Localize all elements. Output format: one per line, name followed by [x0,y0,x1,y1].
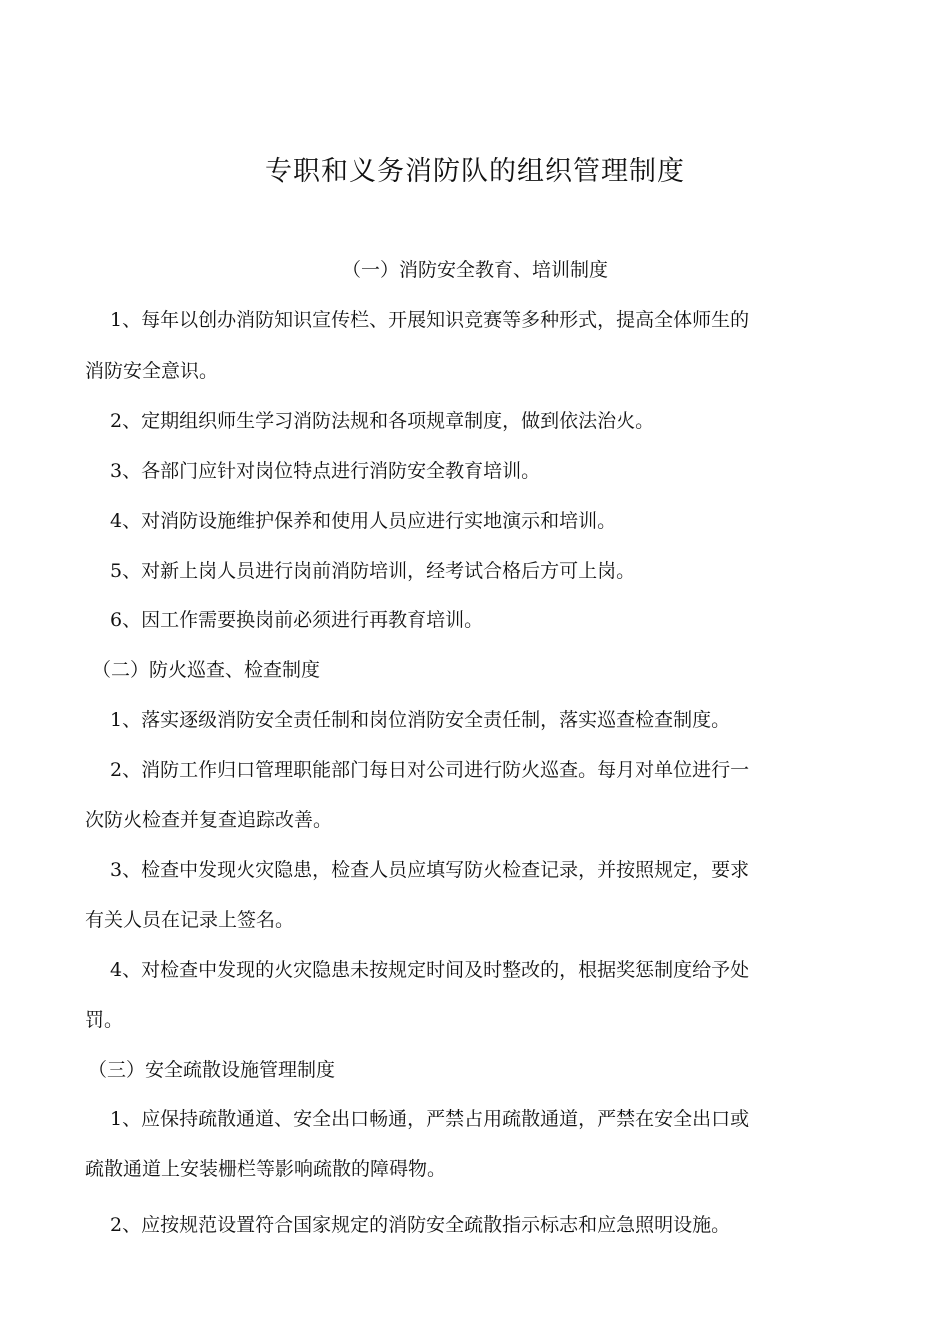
document-title: 专职和义务消防队的组织管理制度 [265,156,685,187]
section-2-item-2-line-1: 2、消防工作归口管理职能部门每日对公司进行防火巡查。每月对单位进行一 [110,759,750,781]
section-3-item-2: 2、应按规范设置符合国家规定的消防安全疏散指示标志和应急照明设施。 [110,1214,731,1236]
section-3-heading: （三）安全疏散设施管理制度 [88,1059,336,1081]
section-2-heading: （二）防火巡查、检查制度 [92,659,321,681]
section-1-item-1-line-1: 1、每年以创办消防知识宣传栏、开展知识竞赛等多种形式，提高全体师生的 [110,309,750,331]
section-2-item-3-line-2: 有关人员在记录上签名。 [85,909,295,931]
section-2-item-3-line-1: 3、检查中发现火灾隐患，检查人员应填写防火检查记录，并按照规定，要求 [110,859,750,881]
section-1-item-2: 2、定期组织师生学习消防法规和各项规章制度，做到依法治火。 [110,410,655,432]
section-1-item-4: 4、对消防设施维护保养和使用人员应进行实地演示和培训。 [110,510,617,532]
section-1-item-5: 5、对新上岗人员进行岗前消防培训，经考试合格后方可上岗。 [110,560,636,582]
section-2-item-4-line-1: 4、对检查中发现的火灾隐患未按规定时间及时整改的，根据奖惩制度给予处 [110,959,750,981]
section-1-item-3: 3、各部门应针对岗位特点进行消防安全教育培训。 [110,460,541,482]
section-2-item-2-line-2: 次防火检查并复查追踪改善。 [85,809,333,831]
section-1-item-6: 6、因工作需要换岗前必须进行再教育培训。 [110,609,484,631]
section-2-item-4-line-2: 罚。 [85,1009,124,1031]
section-3-item-1-line-1: 1、应保持疏散通道、安全出口畅通，严禁占用疏散通道，严禁在安全出口或 [110,1108,750,1130]
section-1-heading: （一）消防安全教育、培训制度 [341,259,608,281]
section-1-item-1-line-2: 消防安全意识。 [85,360,219,382]
section-2-item-1: 1、落实逐级消防安全责任制和岗位消防安全责任制，落实巡查检查制度。 [110,709,731,731]
section-3-item-1-line-2: 疏散通道上安装栅栏等影响疏散的障碍物。 [85,1158,447,1180]
